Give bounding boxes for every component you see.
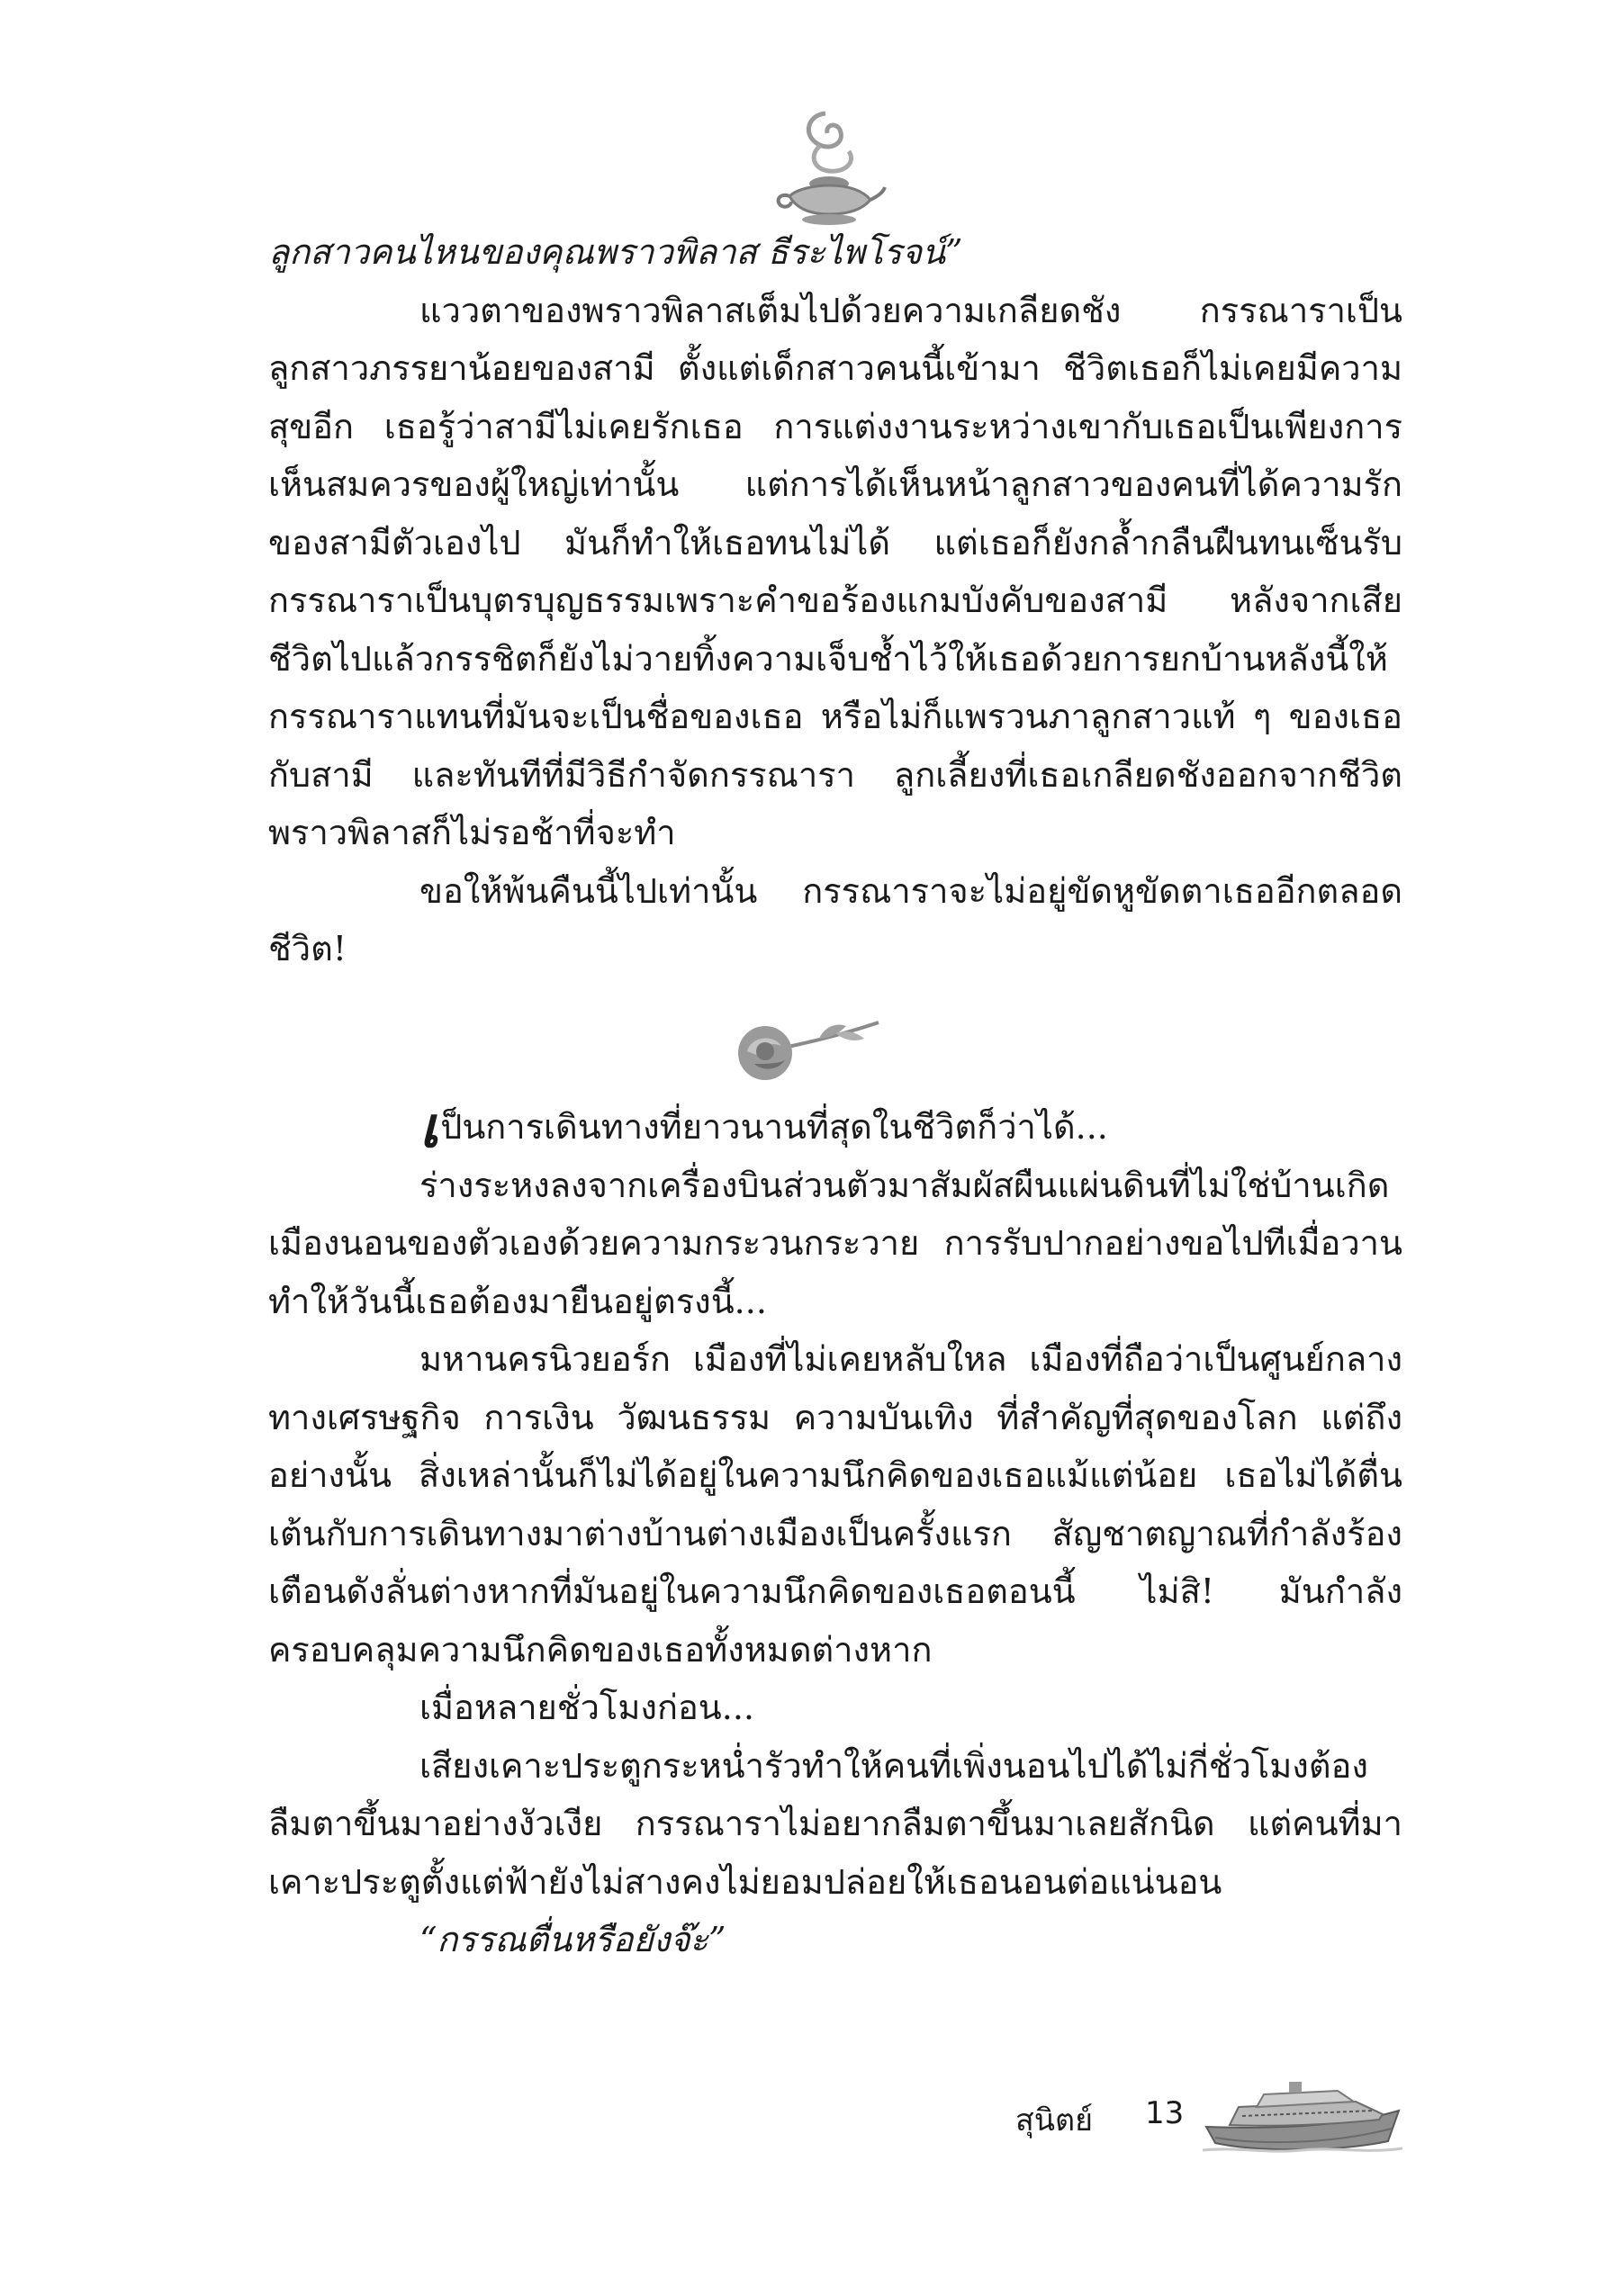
footer-author-name: สุนิตย์ bbox=[1015, 2102, 1093, 2138]
text-block-part-two bbox=[268, 1094, 1402, 1969]
body-paragraph: เสียงเคาะประตูกระหน่ำรัวทำให้คนที่เพิ่งนอนไปได้ไม่กี่ชั่วโมงต้องลืมตาขึ้นมาอย่างงัวเงีย กรรณาราไม่อยากลืมตาขึ้นมาเลยสักนิด แต่คนที่มาเคาะประตูตั้งแต่ฟ้ายังไม่สางคงไม่ยอมปล่อยให้เธอนอนต่อแน่นอน bbox=[268, 1745, 1402, 1902]
opening-sentence: ป็นการเดินทางที่ยาวนานที่สุดในชีวิตก็ว่าได้... bbox=[440, 1107, 1108, 1147]
body-paragraph: เมื่อหลายชั่วโมงก่อน... bbox=[419, 1688, 754, 1727]
page-number: 13 bbox=[1145, 2095, 1185, 2131]
body-paragraph: ขอให้พ้นคืนนี้ไปเท่านั้น กรรณาราจะไม่อยู่ขัดหูขัดตาเธออีกตลอดชีวิต! bbox=[268, 870, 1402, 968]
text-block-part-one bbox=[268, 223, 1402, 978]
body-paragraph: ร่างระหงลงจากเครื่องบินส่วนตัวมาสัมผัสผืนแผ่นดินที่ไม่ใช่บ้านเกิดเมืองนอนของตัวเองด้วยความกระวนกระวาย การรับปากอย่างขอไปทีเมื่อวาน ทำให้วันนี้เธอต้องมายืนอยู่ตรงนี้... bbox=[268, 1165, 1402, 1321]
drop-cap-letter: เ bbox=[419, 1094, 439, 1160]
genie-lamp-icon bbox=[770, 106, 887, 230]
body-paragraph: มหานครนิวยอร์ก เมืองที่ไม่เคยหลับใหล เมืองที่ถือว่าเป็นศูนย์กลางทางเศรษฐกิจ การเงิน วัฒนธรรม ความบันเทิง ที่สำคัญที่สุดของโลก แต่ถึงอย่างนั้น สิ่งเหล่านั้นก็ไม่ได้อยู่ในความนึกคิดของเธอแม้แต่น้อย เธอไม่ได้ตื่นเต้นกับการเดินทางมาต่างบ้านต่างเมืองเป็นครั้งแรก สัญชาตญาณที่กำลังร้องเตือนดังลั่นต่างหากที่มันอยู่ในความนึกคิดของเธอตอนนี้ ไม่สิ! มันกำลังครอบคลุมความนึกคิดของเธอทั้งหมดต่างหาก bbox=[268, 1339, 1402, 1670]
cruise-ship-icon bbox=[1203, 2075, 1402, 2157]
rose-icon bbox=[720, 1006, 882, 1087]
chapter-opening-line bbox=[268, 1094, 1402, 1160]
dialogue-closing-line: ลูกสาวคนไหนของคุณพราวพิลาส ธีระไพโรจน์” bbox=[268, 232, 963, 272]
body-paragraph: แววตาของพราวพิลาสเต็มไปด้วยความเกลียดชัง กรรณาราเป็นลูกสาวภรรยาน้อยของสามี ตั้งแต่เด็กสาวคนนี้เข้ามา ชีวิตเธอก็ไม่เคยมีความสุขอีก เธอรู้ว่าสามีไม่เคยรักเธอ การแต่งงานระหว่างเขากับเธอเป็นเพียงการเห็นสมควรของผู้ใหญ่เท่านั้น แต่การได้เห็นหน้าลูกสาวของคนที่ได้ความรักของสามีตัวเองไป มันก็ทำให้เธอทนไม่ได้ แต่เธอก็ยังกล้ำกลืนฝืนทนเซ็นรับกรรณาราเป็นบุตรบุญธรรมเพราะคำขอร้องแกมบังคับของสามี หลังจากเสียชีวิตไปแล้วกรรชิตก็ยังไม่วายทิ้งความเจ็บช้ำไว้ให้เธอด้วยการยกบ้านหลังนี้ให้กรรณาราแทนที่มันจะเป็นชื่อของเธอ หรือไม่ก็แพรวนภาลูกสาวแท้ ๆ ของเธอกับสามี และทันทีที่มีวิธีกำจัดกรรณารา ลูกเลี้ยงที่เธอเกลียดชังออกจากชีวิต พราวพิลาสก็ไม่รอช้าที่จะทำ bbox=[268, 290, 1402, 852]
dialogue-line: “กรรณตื่นหรือยังจ๊ะ” bbox=[419, 1920, 726, 1959]
